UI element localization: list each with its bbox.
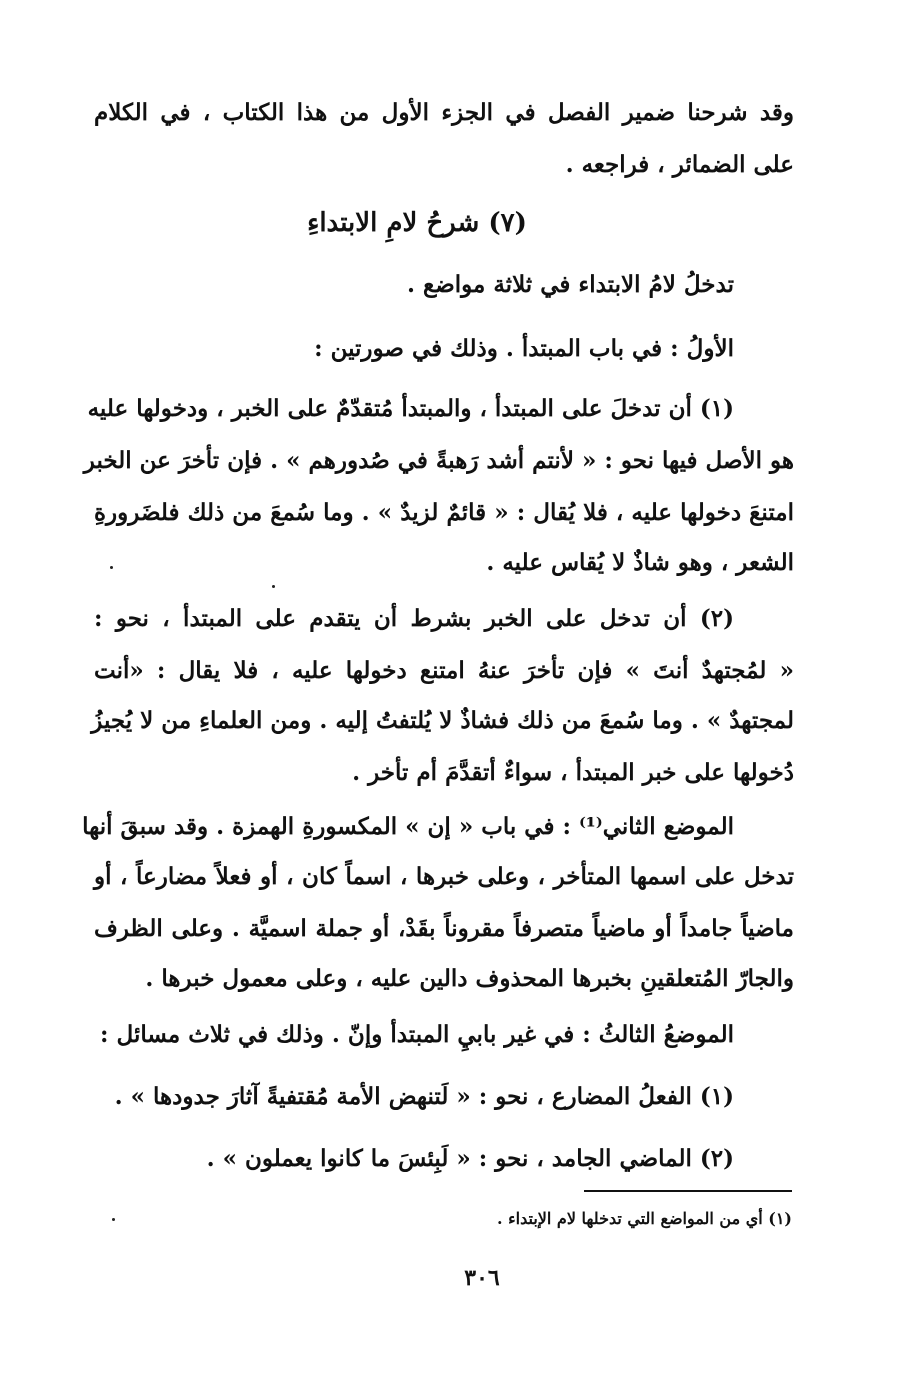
scan-speck xyxy=(110,566,113,569)
case1-line-1: (١) أن تدخلَ على المبتدأ ، والمبتدأ مُتقدّمٌ على الخبر ، ودخولها عليه xyxy=(87,395,734,422)
second-place-line-1: الموضع الثاني⁽¹⁾ : في باب « إن » المكسورةِ الهمزة . وقد سبقَ أنها xyxy=(82,813,734,840)
intro-line-1: وقد شرحنا ضمير الفصل في الجزء الأول من هذا الكتاب ، في الكلام xyxy=(94,99,794,126)
third-item-2: (٢) الماضي الجامد ، نحو : « لَبِئسَ ما كانوا يعملون » . xyxy=(206,1145,734,1172)
intro-line-2: على الضمائر ، فراجعه . xyxy=(565,151,794,178)
case1-line-2: هو الأصل فيها نحو : « لأنتم أشد رَهبةً في صُدورهم » . فإن تأخرَ عن الخبر xyxy=(83,447,794,474)
case2-line-3: لمجتهدٌ » . وما سُمعَ من ذلك فشاذٌ لا يُلتفتُ إليه . ومن العلماءِ من لا يُجيزُ xyxy=(91,707,794,734)
footnote: (١) أي من المواضع التي تدخلها لام الإبتداء . xyxy=(497,1209,792,1228)
second-place-line-4: والجارّ المُتعلقينِ بخبرها المحذوف دالين عليه ، وعلى معمول خبرها . xyxy=(145,965,794,992)
case2-line-1: (٢) أن تدخل على الخبر بشرط أن يتقدم على المبتدأ ، نحو : xyxy=(94,605,734,632)
section-heading: (٧) شرحُ لامِ الابتداءِ xyxy=(307,208,527,238)
footnote-rule xyxy=(584,1190,792,1192)
third-item-1: (١) الفعلُ المضارع ، نحو : « لَتنهض الأمة مُقتفيةً آثارَ جدودها » . xyxy=(114,1083,734,1110)
second-place-line-2: تدخل على اسمها المتأخر ، وعلى خبرها ، اسماً كان ، أو فعلاً مضارعاً ، أو xyxy=(94,863,794,890)
opening-line: تدخلُ لامُ الابتداء في ثلاثة مواضع . xyxy=(406,271,734,298)
third-place-title: الموضعُ الثالثُ : في غير بابيِ المبتدأ وإنّ . وذلك في ثلاث مسائل : xyxy=(100,1021,734,1048)
case2-line-4: دُخولها على خبر المبتدأ ، سواءٌ أتقدَّمَ أم تأخر . xyxy=(352,759,794,786)
scan-speck xyxy=(112,1218,115,1221)
second-place-line-3: ماضياً جامداً أو ماضياً متصرفاً مقروناً بقَدْ، أو جملة اسميَّة . وعلى الظرف xyxy=(94,915,794,942)
scan-speck xyxy=(272,585,275,588)
case1-line-4: الشعر ، وهو شاذٌ لا يُقاس عليه . xyxy=(486,549,794,576)
first-place-title: الأولُ : في باب المبتدأ . وذلك في صورتين : xyxy=(314,335,734,362)
case1-line-3: امتنعَ دخولها عليه ، فلا يُقال : « قائمٌ لزيدٌ » . وما سُمعَ من ذلك فلضَرورةِ xyxy=(94,499,794,526)
case2-line-2: « لمُجتهدٌ أنتَ » فإن تأخرَ عنهُ امتنع دخولها عليه ، فلا يقال : «أنت xyxy=(94,657,794,684)
page-number: ٣٠٦ xyxy=(464,1265,500,1291)
